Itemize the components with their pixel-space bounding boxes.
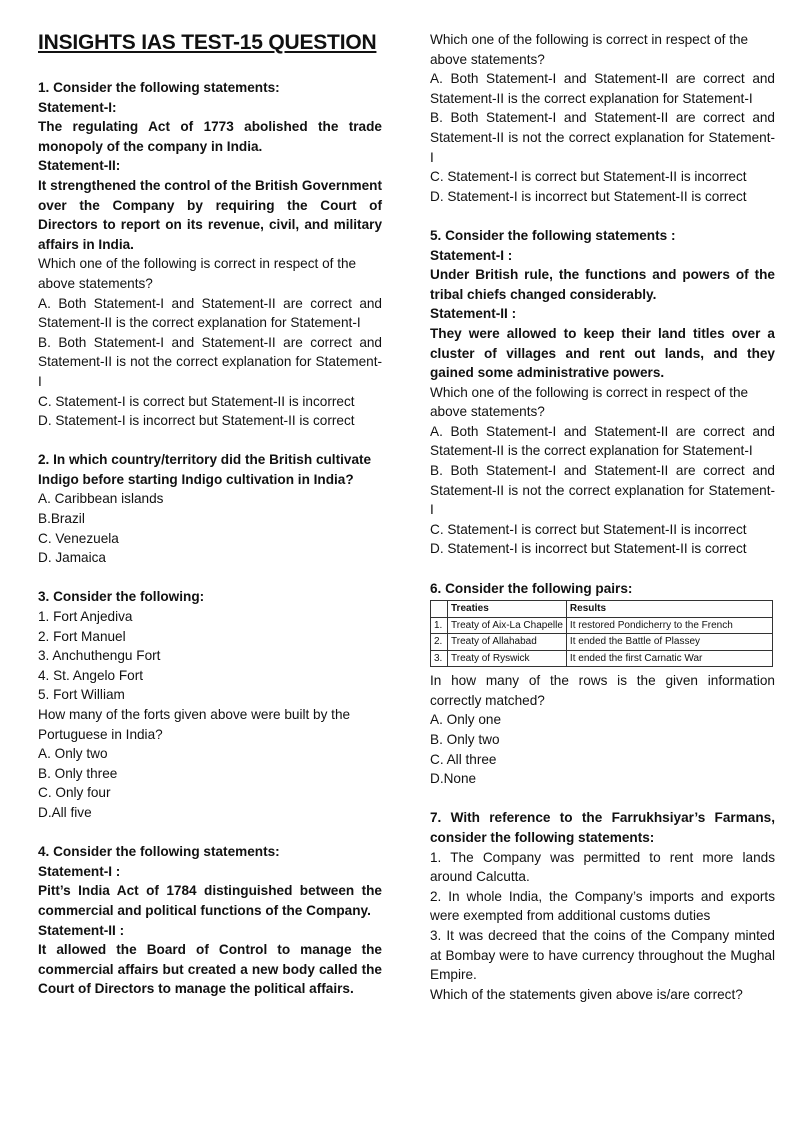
statement-label: Statement-I : xyxy=(430,247,513,263)
question-6 xyxy=(430,579,775,789)
option: B. Both Statement-I and Statement-II are correct and Statement-II is not the correct explanation for Statement-I xyxy=(430,110,775,165)
table-row xyxy=(431,634,773,651)
statement-text: Under British rule, the functions and powers of the tribal chiefs changed considerably. xyxy=(430,267,775,302)
table-header-row xyxy=(431,601,773,618)
question-3 xyxy=(38,587,382,822)
question-ask: In how many of the rows is the given information correctly matched? xyxy=(430,673,775,708)
left-column xyxy=(38,30,382,1019)
statement-text: It strengthened the control of the British Government over the Company by requiring the Court of Directors to report on its revenue, civil, and military affairs in India. xyxy=(38,177,382,252)
table-cell: It ended the first Carnatic War xyxy=(566,650,772,667)
option: B. Both Statement-I and Statement-II are correct and Statement-II is not the correct explanation for Statement-I xyxy=(38,334,382,389)
option: B. Only two xyxy=(430,732,500,747)
question-ask: Which one of the following is correct in respect of the above statements? xyxy=(430,32,749,67)
option: B. Both Statement-I and Statement-II are correct and Statement-II is not the correct explanation for Statement-I xyxy=(430,463,775,518)
table-row xyxy=(431,617,773,634)
question-5 xyxy=(430,226,775,559)
statement-label: Statement-II: xyxy=(38,158,121,174)
question-heading: 3. Consider the following: xyxy=(38,589,205,605)
question-heading: 1. Consider the following statements: xyxy=(38,80,280,95)
option: A. Only one xyxy=(430,712,502,728)
table-row xyxy=(431,650,773,667)
option: C. Statement-I is correct but Statement-II is incorrect xyxy=(430,521,747,537)
option: A. Both Statement-I and Statement-II are correct and Statement-II is the correct explanation for Statement-I xyxy=(38,295,382,331)
question-ask: Which one of the following is correct in respect of the above statements? xyxy=(38,256,357,291)
table-cell: Treaty of Allahabad xyxy=(448,634,567,651)
option: A. Both Statement-I and Statement-II are correct and Statement-II is the correct explanation for Statement-I xyxy=(430,423,775,459)
statement-label: Statement-I : xyxy=(38,863,121,879)
question-4 xyxy=(38,842,382,999)
statement-text: It allowed the Board of Control to manage the commercial affairs but created a new body called the Court of Directors to manage the political affairs. xyxy=(38,942,382,997)
right-column xyxy=(430,30,775,1024)
option: A. Only two xyxy=(38,746,108,762)
option: A. Caribbean islands xyxy=(38,491,164,507)
list-item: 1. Fort Anjediva xyxy=(38,609,133,625)
option: B.Brazil xyxy=(38,511,85,527)
option: D. Statement-I is incorrect but Statement-II is correct xyxy=(430,541,747,557)
list-item: 2. In whole India, the Company’s imports and exports were exempted from additional customs duties xyxy=(430,888,775,924)
statement-label: Statement-I: xyxy=(38,99,117,115)
option: B. Only three xyxy=(38,765,118,781)
list-item: 4. St. Angelo Fort xyxy=(38,667,144,683)
option: C. Statement-I is correct but Statement-II is incorrect xyxy=(38,393,355,409)
table-cell: 1. xyxy=(431,617,448,634)
option: A. Both Statement-I and Statement-II are correct and Statement-II is the correct explanation for Statement-I xyxy=(430,71,775,106)
question-heading: 4. Consider the following statements: xyxy=(38,844,280,860)
list-item: 3. Anchuthengu Fort xyxy=(38,648,161,664)
statement-text: They were allowed to keep their land titles over a cluster of villages and rent out lands, and they gained some administrative powers. xyxy=(430,325,775,381)
table-cell: It restored Pondicherry to the French xyxy=(566,617,772,634)
table-header: Treaties xyxy=(448,601,567,618)
question-2 xyxy=(38,450,382,568)
statement-text: The regulating Act of 1773 abolished the trade monopoly of the company in India. xyxy=(38,119,382,154)
table-cell: 3. xyxy=(431,650,448,667)
table-header: Results xyxy=(566,601,772,618)
statement-text: Pitt’s India Act of 1784 distinguished between the commercial and political functions of the Company. xyxy=(38,883,382,918)
question-ask: Which of the statements given above is/are correct? xyxy=(430,986,743,1002)
option: D.None xyxy=(430,771,477,787)
question-heading: 2. In which country/territory did the British cultivate Indigo before starting Indigo cultivation in India? xyxy=(38,452,372,487)
option: C. Statement-I is correct but Statement-II is incorrect xyxy=(430,169,747,185)
option: D. Jamaica xyxy=(38,550,106,566)
list-item: 5. Fort William xyxy=(38,687,125,703)
question-heading: 6. Consider the following pairs: xyxy=(430,580,633,596)
option: C. Only four xyxy=(38,785,111,801)
question-ask: Which one of the following is correct in respect of the above statements? xyxy=(430,384,749,420)
question-heading: 5. Consider the following statements : xyxy=(430,227,676,243)
list-item: 1. The Company was permitted to rent more lands around Calcutta. xyxy=(430,849,775,885)
table-cell: It ended the Battle of Plassey xyxy=(566,634,772,651)
option: D.All five xyxy=(38,804,92,820)
pairs-table xyxy=(430,600,773,667)
option: C. Venezuela xyxy=(38,530,119,546)
list-item: 3. It was decreed that the coins of the Company minted at Bombay were to have currency throughout the Mughal Empire. xyxy=(430,927,775,983)
table-cell: 2. xyxy=(431,634,448,651)
option: D. Statement-I is incorrect but Statement-II is correct xyxy=(430,188,747,204)
list-item: 2. Fort Manuel xyxy=(38,628,126,644)
statement-label: Statement-II : xyxy=(430,306,517,322)
question-7 xyxy=(430,808,775,1004)
option: C. All three xyxy=(430,751,497,767)
table-cell: Treaty of Aix-La Chapelle xyxy=(448,617,567,634)
question-4-continued xyxy=(430,30,775,206)
table-cell: Treaty of Ryswick xyxy=(448,650,567,667)
question-1 xyxy=(38,78,382,431)
page-title: INSIGHTS IAS TEST-15 QUESTION xyxy=(38,31,377,54)
question-ask: How many of the forts given above were built by the Portuguese in India? xyxy=(38,707,351,742)
table-header xyxy=(431,601,448,618)
option: D. Statement-I is incorrect but Statement-II is correct xyxy=(38,413,355,429)
question-heading: 7. With reference to the Farrukhsiyar’s Farmans, consider the following statements: xyxy=(430,810,775,845)
statement-label: Statement-II : xyxy=(38,922,125,938)
